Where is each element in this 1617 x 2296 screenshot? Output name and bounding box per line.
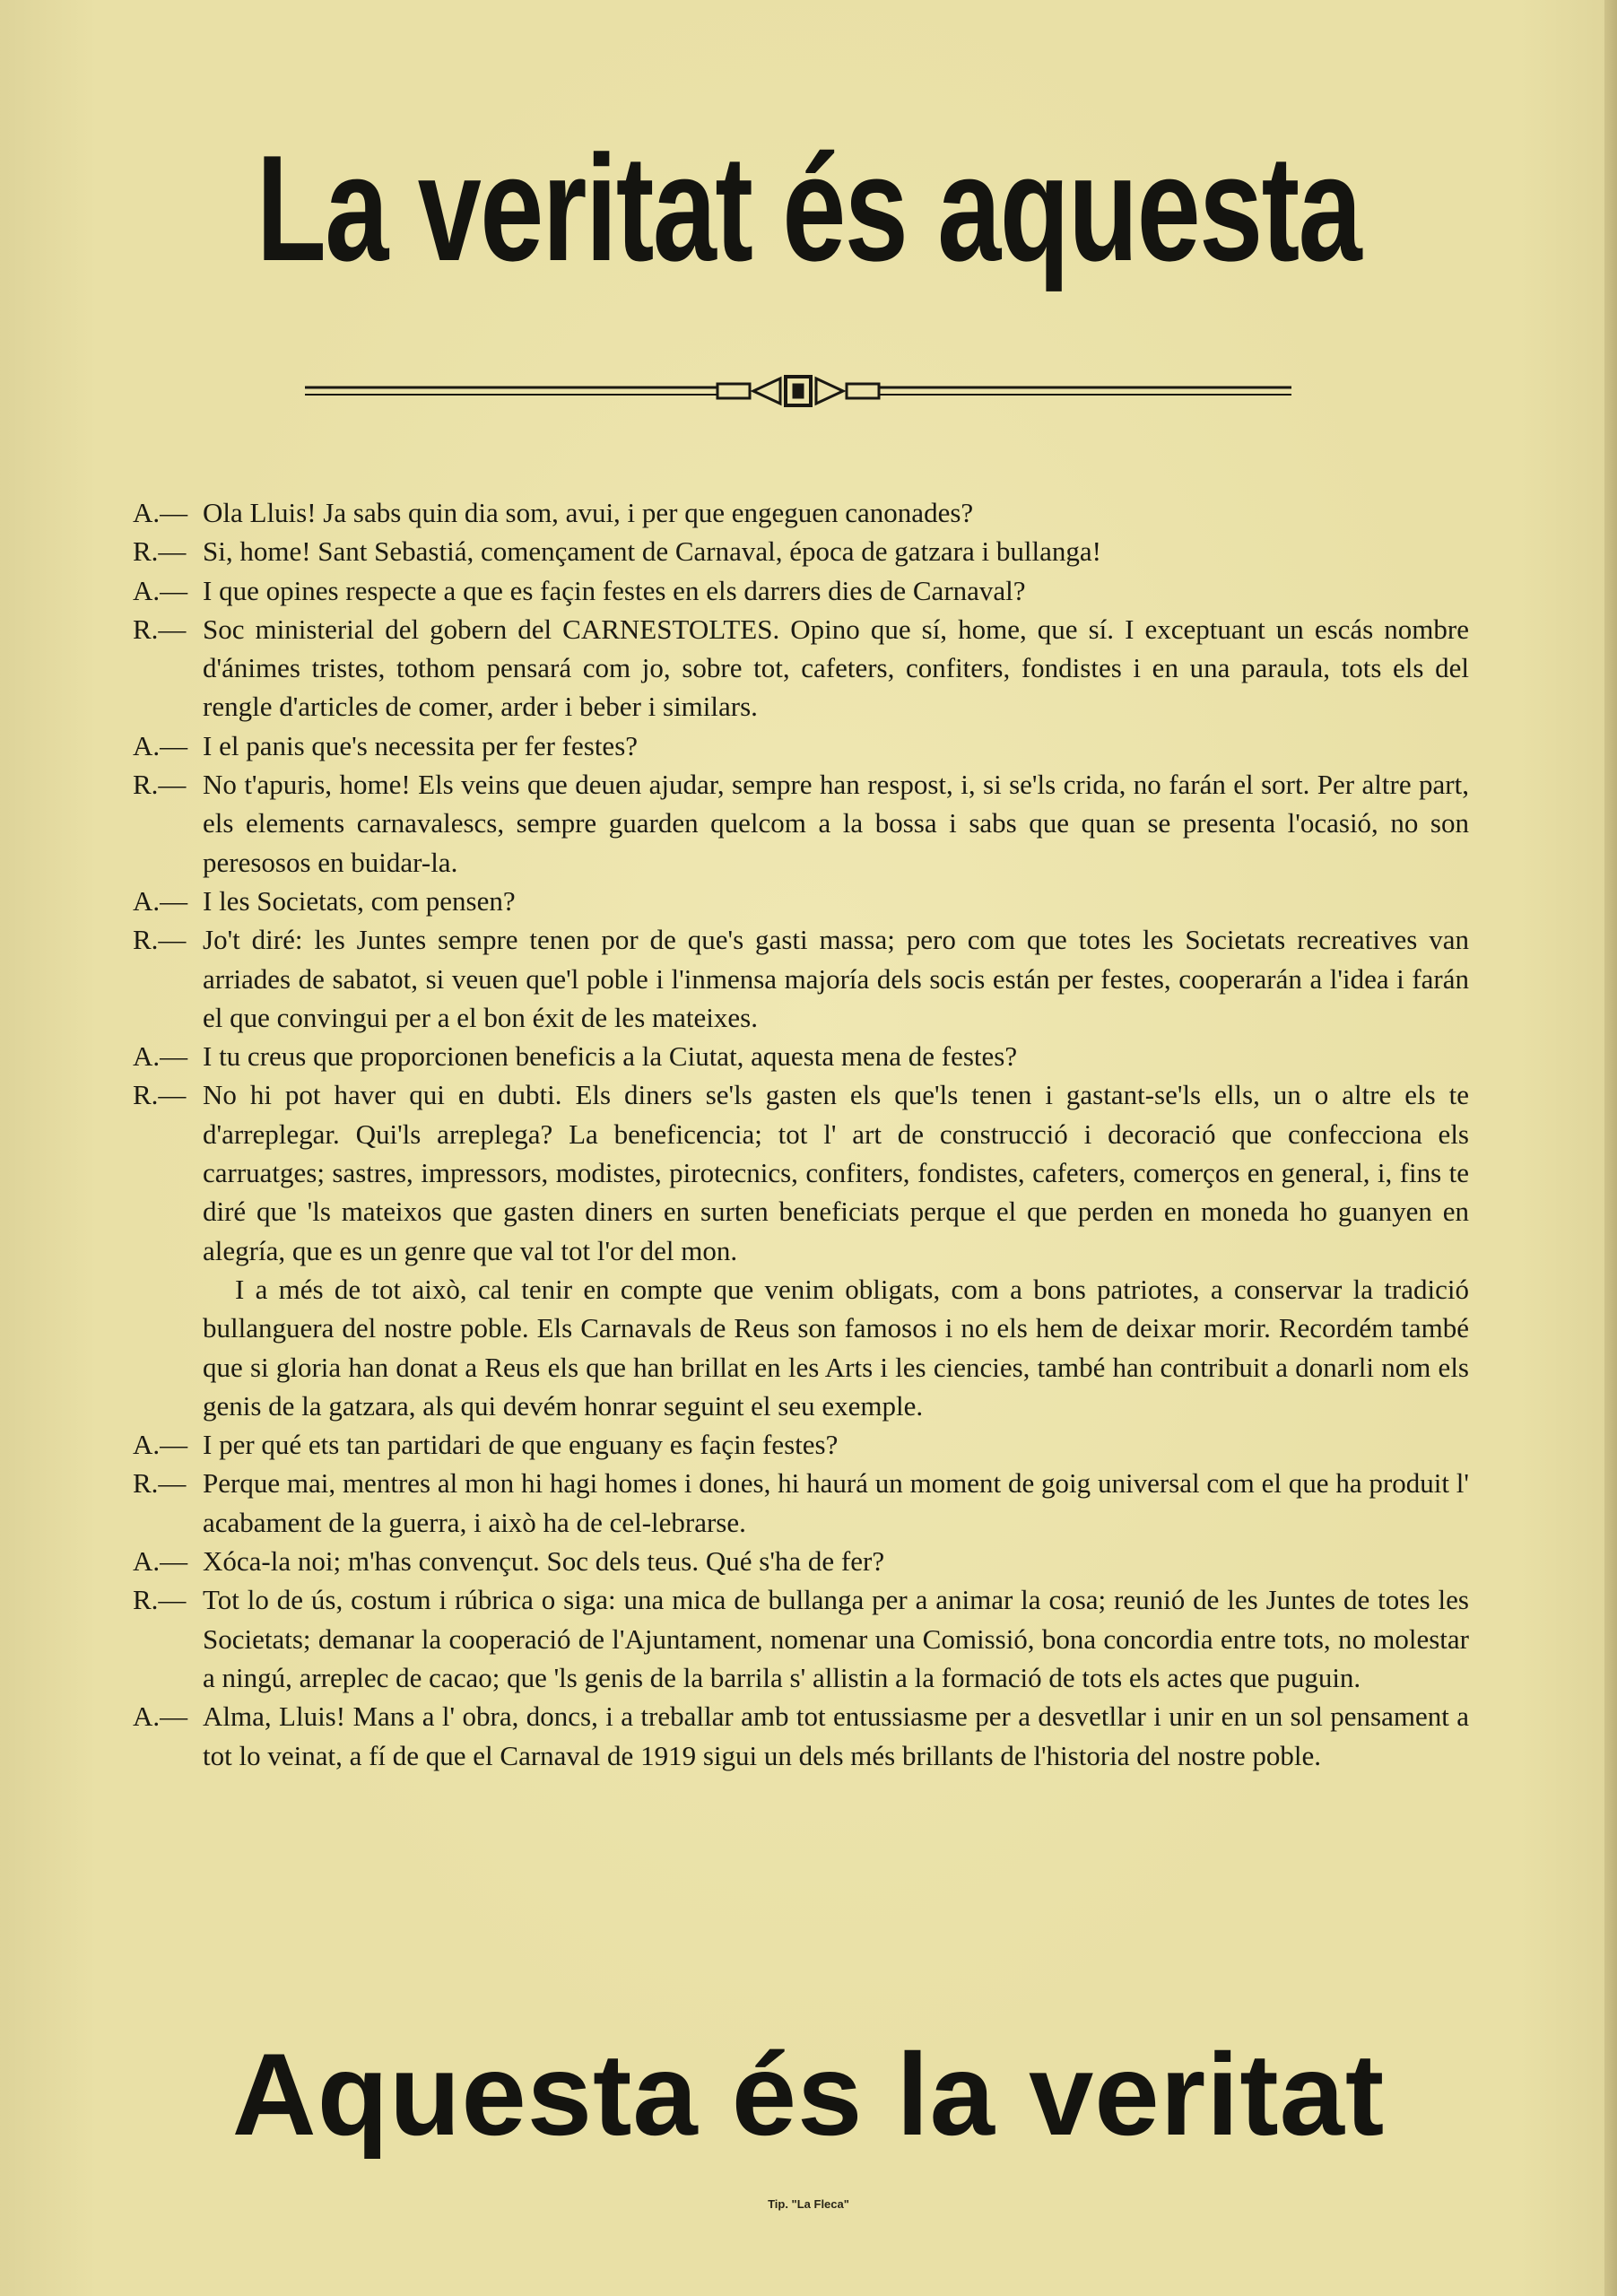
dialogue-text: I les Societats, com pensen? [203,884,516,917]
speaker-label: A.— [133,574,188,606]
printer-imprint: Tip. "La Fleca" [768,2197,849,2211]
dialogue-line [133,1425,1469,1464]
speaker-label: R.— [133,1467,187,1500]
speaker-label: A.— [133,1545,188,1578]
dialogue-text: Tot lo de ús, costum i rúbrica o siga: una mica de bullanga per a animar la cosa; reunió de les Juntes de totes les Societats; demanar la cooperació de l'Ajuntament, nomenar una Comissió, bona concordia entre tots, no molestar a ningú, arreplec de cacao; que 'ls genis de la barrila s' allistin a la formació de tots els actes que puguin. [203,1584,1469,1693]
dialogue-line [133,920,1469,1037]
dialogue-line [133,726,1469,765]
closing-title: Aquesta és la veritat [231,2029,1386,2160]
dialogue-line [133,1697,1469,1775]
dialogue-line [133,1464,1469,1542]
dialogue-line [133,532,1469,570]
dialogue-text: Jo't diré: les Juntes sempre tenen por de que's gasti massa; pero com que totes les Societats recreatives van arriades de sabatot, si veuen que'l poble i l'inmensa majoría dels socis están per festes, cooperarán a l'idea i farán el que convingui per a el bon éxit de les mateixes. [203,924,1469,1033]
dialogue-line [133,571,1469,610]
dialogue-text: Si, home! Sant Sebastiá, començament de Carnaval, época de gatzara i bullanga! [203,535,1101,568]
dialogue-line [133,765,1469,882]
dialogue-text: I tu creus que proporcionen beneficis a la Ciutat, aquesta mena de festes? [203,1040,1018,1073]
speaker-label: R.— [133,924,187,956]
speaker-label: R.— [133,1079,187,1111]
dialogue-line [133,1075,1469,1269]
dialogue-text: I que opines respecte a que es façin festes en els darrers dies de Carnaval? [203,574,1026,606]
poster-title: La veritat és aquesta [256,124,1361,292]
speaker-label: A.— [133,497,188,528]
dialogue-line [133,882,1469,920]
dialogue-text: I per qué ets tan partidari de que enguany es façin festes? [203,1429,839,1461]
continuation-paragraph: I a més de tot això, cal tenir en compte que venim obligats, com a bons patriotes, a conservar la tradició bullanguera del nostre poble. Els Carnavals de Reus son famosos i no els hem de deixar morir. Recordém també que si gloria han donat a Reus els que han brillat en les Arts i les ciencies, també han contribuit a donarli nom els genis de la gatzara, als qui devém honrar seguint el seu exemple. [203,1273,1469,1422]
ornament-divider-icon [305,371,1291,413]
dialogue-text: Xóca-la noi; m'has convençut. Soc dels teus. Qué s'ha de fer? [203,1545,885,1578]
dialogue-text: No hi pot haver qui en dubti. Els diners se'ls gasten els que'ls tenen i gastant-se'ls ells, un o altre els te d'arreplegar. Qui'ls arreplega? La beneficencia; tot l' art de construcció i decoració que confecciona els carruatges; sastres, impressors, modistes, pirotecnics, confiters, fondistes, cafeters, comerços en general, i, fins te diré que 'ls mateixos que gasten diners en surten beneficiats perque el que perden en moneda ho guanyen en alegría, que es un genre que val tot l'or del mon. [203,1079,1469,1266]
dialogue-line [133,493,1469,532]
speaker-label: A.— [133,1429,188,1461]
dialogue-line [133,1037,1469,1075]
dialogue-text: Soc ministerial del gobern del CARNESTOLTES. Opino que sí, home, que sí. I exceptuant un escás nombre d'ánimes tristes, tothom pensará com jo, sobre tot, cafeters, confiters, fondistes i en una paraula, tots els del rengle d'articles de comer, arder i beber i similars. [203,613,1469,723]
dialogue-text: I el panis que's necessita per fer festes? [203,729,639,761]
dialogue-text: Alma, Lluis! Mans a l' obra, doncs, i a treballar amb tot entussiasme per a desvetllar i unir en un sol pensament a tot lo veinat, a fí de que el Carnaval de 1919 sigui un dels més brillants de l'historia del nostre poble. [203,1700,1469,1771]
speaker-label: R.— [133,1584,187,1616]
dialogue-body [133,493,1469,1775]
dialogue-line [133,1580,1469,1697]
dialogue-text: Perque mai, mentres al mon hi hagi homes i dones, hi haurá un moment de goig universal com el que ha produit l' acabament de la guerra, i això ha de cel-lebrarse. [203,1467,1469,1538]
speaker-label: A.— [133,729,188,761]
speaker-label: A.— [133,884,188,917]
dialogue-line [133,610,1469,726]
dialogue-text: No t'apuris, home! Els veins que deuen ajudar, sempre han respost, i, si se'ls crida, no farán el sort. Per altre part, els elements carnavalescs, sempre guarden quelcom a la bossa i sabs que quan se presenta l'ocasió, no son peresosos en buidar-la. [203,769,1469,878]
speaker-label: R.— [133,769,187,801]
speaker-label: R.— [133,613,187,645]
speaker-label: A.— [133,1040,188,1073]
speaker-label: R.— [133,535,187,568]
paper-edge [1604,0,1617,2296]
speaker-label: A.— [133,1700,188,1733]
dialogue-text: Ola Lluis! Ja sabs quin dia som, avui, i per que engeguen canonades? [203,497,974,528]
dialogue-line [133,1542,1469,1580]
